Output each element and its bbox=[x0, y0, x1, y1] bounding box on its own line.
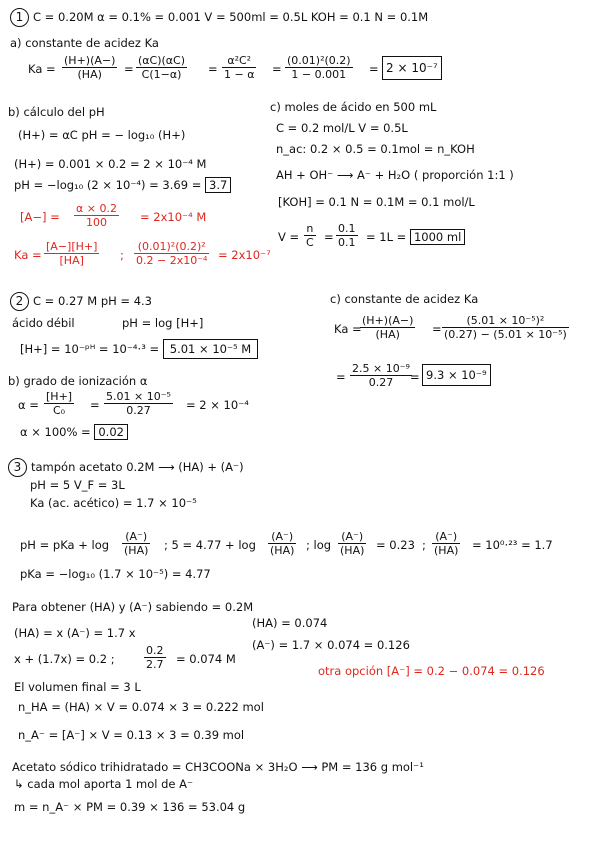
p3-red-option: otra opción [A⁻] = 0.2 − 0.074 = 0.126 bbox=[318, 664, 545, 678]
p1-b-title: b) cálculo del pH bbox=[8, 105, 105, 119]
p2-ka-result: 9.3 × 10⁻⁹ bbox=[422, 364, 491, 386]
p2-c-frac2: $\frac{\text{(5.01 × 10⁻⁵)²}}{\text{(0.27) − (5.01 × 10⁻⁵)}}$ bbox=[444, 314, 567, 341]
p2-weak-acid: ácido débil bbox=[12, 316, 75, 330]
p1-b-line3: pH = −log₁₀ (2 × 10⁻⁴) = 3.69 = 3.7 bbox=[14, 178, 231, 192]
p3-hh-frac3: $\frac{(A^-)}{(HA)}$ bbox=[340, 530, 365, 557]
p2-b-line2: α × 100% = 0.02 bbox=[20, 425, 128, 439]
p3-system1: (HA) = x (A⁻) = 1.7 x bbox=[14, 626, 136, 640]
p1-volume-result: 1000 ml bbox=[410, 229, 465, 245]
p3-hh-2: ; 5 = 4.77 + log bbox=[164, 538, 256, 552]
p3-hh-1: pH = pKa + log bbox=[20, 538, 110, 552]
p2-c-ka: Ka = bbox=[334, 322, 362, 336]
p2-c-frac1: $\frac{(H+)(A-)}{(HA)}$ bbox=[362, 314, 414, 341]
p2-b-frac1: $\frac{[H+]}{\text{C₀}}$ bbox=[46, 390, 73, 417]
p2-ph-formula: pH = log [H+] bbox=[122, 316, 204, 330]
p1-ka-frac2: $\frac{(\alpha C)(\alpha C)}{C(1-\alpha)}$ bbox=[138, 54, 186, 81]
p3-n-ha: n_HA = (HA) × V = 0.074 × 3 = 0.222 mol bbox=[18, 700, 264, 714]
p1-c-v-frac2: $\frac{0.1}{0.1}$ bbox=[338, 222, 356, 249]
p3-obtain: Para obtener (HA) y (A⁻) sabiendo = 0.2M bbox=[12, 600, 254, 614]
p1-red-ka-frac2: $\frac{\text{(0.01)²(0.2)²}}{\text{0.2 − 2x10⁻⁴}}$ bbox=[136, 240, 208, 267]
p3-salt: Acetato sódico trihidratado = CH3COONa × 3H₂O ⟶ PM = 136 g mol⁻¹ bbox=[12, 760, 424, 774]
p2-b-alpha: α = bbox=[18, 398, 39, 412]
p3-system2: x + (1.7x) = 0.2 ; bbox=[14, 652, 115, 666]
problem-1-number: 1 bbox=[10, 8, 29, 27]
p1-b-line2: (H+) = 0.001 × 0.2 = 2 × 10⁻⁴ M bbox=[14, 157, 207, 171]
p3-hh-5: ; bbox=[422, 538, 426, 552]
p1-ka-frac4: $\frac{\text{(0.01)²(0.2)}}{1 - 0.001}$ bbox=[287, 54, 351, 81]
p2-h-line: [H+] = 10⁻ᵖᴴ = 10⁻⁴·³ = 5.01 × 10⁻⁵ M bbox=[20, 342, 258, 356]
p1-red-a-label: [A−] = bbox=[20, 210, 60, 224]
p3-mass: m = n_A⁻ × PM = 0.39 × 136 = 53.04 g bbox=[14, 800, 246, 814]
p1-ka-frac1: $\frac{(H+)(A-)}{(HA)}$ bbox=[64, 54, 116, 81]
p1-red-ka-label: Ka = bbox=[14, 248, 42, 262]
p1-ph-result: 3.7 bbox=[205, 177, 231, 193]
p2-h-result: 5.01 × 10⁻⁵ M bbox=[163, 339, 258, 359]
p3-hh-4: = 0.23 bbox=[376, 538, 415, 552]
p1-red-ka-result: = 2x10⁻⁷ bbox=[218, 248, 271, 262]
p3-hh-6: = 10⁰·²³ = 1.7 bbox=[472, 538, 553, 552]
p1-red-a-frac: $\frac{\alpha \times 0.2}{100}$ bbox=[76, 202, 117, 229]
p3-ha-value: (HA) = 0.074 bbox=[252, 616, 328, 630]
p3-line1: pH = 5 V_F = 3L bbox=[30, 478, 125, 492]
p3-system-result: = 0.074 M bbox=[176, 652, 236, 666]
p1-b-line1: (H+) = αC pH = − log₁₀ (H+) bbox=[18, 128, 186, 142]
p3-hh-frac2: $\frac{(A^-)}{(HA)}$ bbox=[270, 530, 295, 557]
p1-red-a-value: = 2x10⁻⁴ M bbox=[140, 210, 207, 224]
p2-line1: 2 C = 0.27 M pH = 4.3 bbox=[10, 292, 152, 311]
p3-system-frac: $\frac{0.2}{2.7}$ bbox=[146, 644, 164, 671]
p3-hh-frac1: $\frac{(A^-)}{(HA)}$ bbox=[124, 530, 149, 557]
p3-a-value: (A⁻) = 1.7 × 0.074 = 0.126 bbox=[252, 638, 410, 652]
p1-c-line2: n_ac: 0.2 × 0.5 = 0.1mol = n_KOH bbox=[276, 142, 475, 156]
p3-hh-frac4: $\frac{(A^-)}{(HA)}$ bbox=[434, 530, 459, 557]
p2-b-eq: = 2 × 10⁻⁴ bbox=[186, 398, 249, 412]
p1-red-ka-frac1: $\frac{[A-][H+]}{[HA]}$ bbox=[46, 240, 98, 267]
problem-3-number: 3 bbox=[8, 458, 27, 477]
p2-c-title: c) constante de acidez Ka bbox=[330, 292, 479, 306]
p2-b-title: b) grado de ionización α bbox=[8, 374, 148, 388]
p1-data-line: 1 C = 0.20M α = 0.1% = 0.001 V = 500ml = 0.5L KOH = 0.1 N = 0.1M bbox=[10, 8, 428, 27]
p1-ka-label: Ka = bbox=[28, 62, 56, 76]
p2-c-frac3: $\frac{\text{2.5 × 10⁻⁹}}{0.27}$ bbox=[352, 362, 410, 389]
p1-c-line3: AH + OH⁻ ⟶ A⁻ + H₂O ( proporción 1:1 ) bbox=[276, 168, 514, 182]
p3-volume: El volumen final = 3 L bbox=[14, 680, 141, 694]
p2-alpha-result: 0.02 bbox=[94, 424, 128, 440]
p3-pka: pKa = −log₁₀ (1.7 × 10⁻⁵) = 4.77 bbox=[20, 567, 211, 581]
p2-b-frac2: $\frac{\text{5.01 × 10⁻⁵}}{0.27}$ bbox=[106, 390, 171, 417]
p1-c-line4: [KOH] = 0.1 N = 0.1M = 0.1 mol/L bbox=[278, 195, 475, 209]
p1-c-line1: C = 0.2 mol/L V = 0.5L bbox=[276, 121, 408, 135]
p1-c-title: c) moles de ácido en 500 mL bbox=[270, 100, 437, 114]
p3-each-mol: ↳ cada mol aporta 1 mol de A⁻ bbox=[14, 777, 194, 791]
p3-line2: Ka (ac. acético) = 1.7 × 10⁻⁵ bbox=[30, 496, 197, 510]
p3-title: 3 tampón acetato 0.2M ⟶ (HA) + (A⁻) bbox=[8, 458, 244, 477]
problem-2-number: 2 bbox=[10, 292, 29, 311]
p1-ka-result: 2 × 10⁻⁷ bbox=[382, 56, 442, 80]
p1-ka-frac3: $\frac{\text{α²C²}}{1 - \alpha}$ bbox=[224, 54, 255, 81]
p3-n-a: n_A⁻ = [A⁻] × V = 0.13 × 3 = 0.39 mol bbox=[18, 728, 245, 742]
p1-c-v-frac1: $\frac{n}{C}$ bbox=[306, 222, 314, 249]
p1-a-title: a) constante de acidez Ka bbox=[10, 36, 159, 50]
p3-hh-3: ; log bbox=[306, 538, 332, 552]
p1-c-v-label: V = bbox=[278, 230, 300, 244]
